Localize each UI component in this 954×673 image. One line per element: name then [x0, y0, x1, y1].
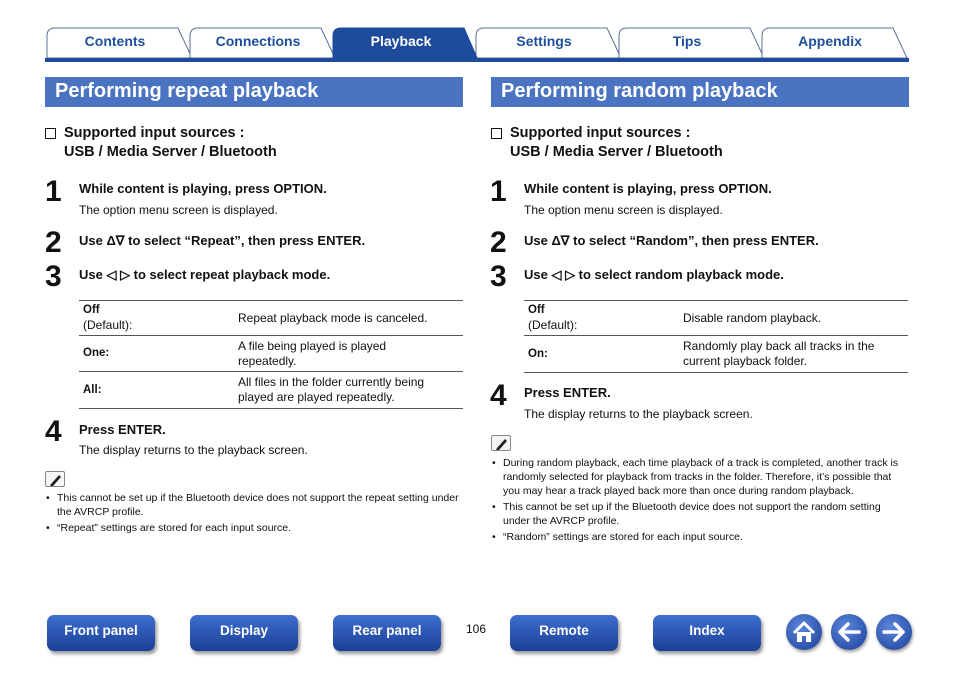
arrow-left-icon: [831, 614, 867, 650]
step-title: Press ENTER.: [79, 422, 166, 437]
repeat-mode-table: [79, 300, 463, 409]
pencil-note-icon: [45, 471, 65, 487]
sources-list: USB / Media Server / Bluetooth: [510, 144, 723, 160]
step-title: While content is playing, press OPTION.: [79, 181, 327, 196]
rear-panel-button[interactable]: Rear panel: [333, 615, 441, 651]
step-number: 3: [490, 260, 507, 293]
page-number: 106: [466, 622, 487, 636]
section-title-random: Performing random playback: [491, 77, 909, 107]
tab-connections[interactable]: Connections: [215, 33, 301, 49]
option-default: (Default):: [528, 318, 578, 332]
step-title: While content is playing, press OPTION.: [524, 181, 772, 196]
display-button[interactable]: Display: [190, 615, 298, 651]
option-description: A file being played is played: [238, 338, 387, 353]
home-button[interactable]: [786, 614, 822, 650]
sources-list: USB / Media Server / Bluetooth: [64, 144, 277, 160]
tab-playback[interactable]: Playback: [370, 33, 432, 49]
table-row: [524, 301, 908, 336]
option-description: All files in the folder currently being: [238, 375, 425, 389]
step-title: Use Δ∇ to select “Random”, then press ENTER.: [524, 233, 819, 248]
step-title: Press ENTER.: [524, 385, 611, 400]
option-description: Disable random playback.: [683, 310, 822, 325]
step-description: The option menu screen is displayed.: [524, 203, 723, 217]
checkbox-icon: [491, 128, 502, 139]
step-number: 1: [490, 175, 507, 208]
checkbox-icon: [45, 128, 56, 139]
sources-label: Supported input sources :: [510, 125, 691, 141]
option-description: Repeat playback mode is canceled.: [238, 310, 428, 325]
notes-repeat: [45, 491, 460, 537]
random-mode-table: [524, 300, 908, 373]
note-item: • This cannot be set up if the Bluetooth device does not support the random setting under the AVRCP profile.: [491, 500, 906, 528]
index-button[interactable]: Index: [653, 615, 761, 651]
option-name: All:: [83, 383, 102, 396]
table-row: [524, 336, 908, 373]
option-description: current playback folder.: [683, 354, 808, 368]
step-title: Use ◁ ▷ to select random playback mode.: [524, 267, 784, 282]
remote-button[interactable]: Remote: [510, 615, 618, 651]
option-default: (Default):: [83, 318, 133, 332]
table-row: [79, 336, 463, 372]
tab-tips[interactable]: Tips: [672, 33, 702, 49]
tab-contents[interactable]: Contents: [84, 33, 146, 49]
section-title-repeat: Performing repeat playback: [45, 77, 463, 107]
step-number: 3: [45, 260, 62, 293]
back-button[interactable]: [831, 614, 867, 650]
step-number: 4: [490, 379, 507, 412]
option-name: One:: [83, 347, 110, 359]
note-item: • “Random” settings are stored for each input source.: [491, 530, 906, 544]
tab-appendix[interactable]: Appendix: [798, 33, 862, 49]
step-title: Use Δ∇ to select “Repeat”, then press ENTER.: [79, 233, 366, 248]
option-name: Off: [83, 304, 100, 316]
arrow-right-icon: [876, 614, 912, 650]
pencil-note-icon: [491, 435, 511, 451]
note-item: • During random playback, each time playback of a track is completed, another track is randomly selected for playback from tracks in the folder. Therefore, it’s possible that you may hear a track played back more than once during random playback.: [491, 456, 906, 498]
step-number: 2: [45, 226, 62, 259]
step-number: 4: [45, 415, 62, 448]
table-row: [79, 301, 463, 336]
note-item: • This cannot be set up if the Bluetooth device does not support the repeat setting under the AVRCP profile.: [45, 491, 460, 519]
home-icon: [786, 614, 822, 650]
option-name: On:: [528, 347, 548, 360]
tab-settings[interactable]: Settings: [516, 33, 572, 49]
step-number: 2: [490, 226, 507, 259]
step-description: The display returns to the playback screen.: [79, 443, 308, 457]
step-description: The display returns to the playback screen.: [524, 407, 753, 421]
step-description: The option menu screen is displayed.: [79, 203, 278, 217]
step-title: Use ◁ ▷ to select repeat playback mode.: [79, 267, 331, 282]
option-description: Randomly play back all tracks in the: [683, 339, 875, 353]
step-number: 1: [45, 175, 62, 208]
option-description: repeatedly.: [238, 353, 297, 368]
table-row: [79, 372, 463, 409]
forward-button[interactable]: [876, 614, 912, 650]
note-item: • “Repeat” settings are stored for each input source.: [45, 521, 460, 535]
option-name: Off: [528, 304, 545, 316]
front-panel-button[interactable]: Front panel: [47, 615, 155, 651]
notes-random: [491, 456, 906, 546]
option-description: played are played repeatedly.: [238, 390, 395, 404]
sources-label: Supported input sources :: [64, 125, 245, 141]
tab-bar: [0, 0, 954, 66]
